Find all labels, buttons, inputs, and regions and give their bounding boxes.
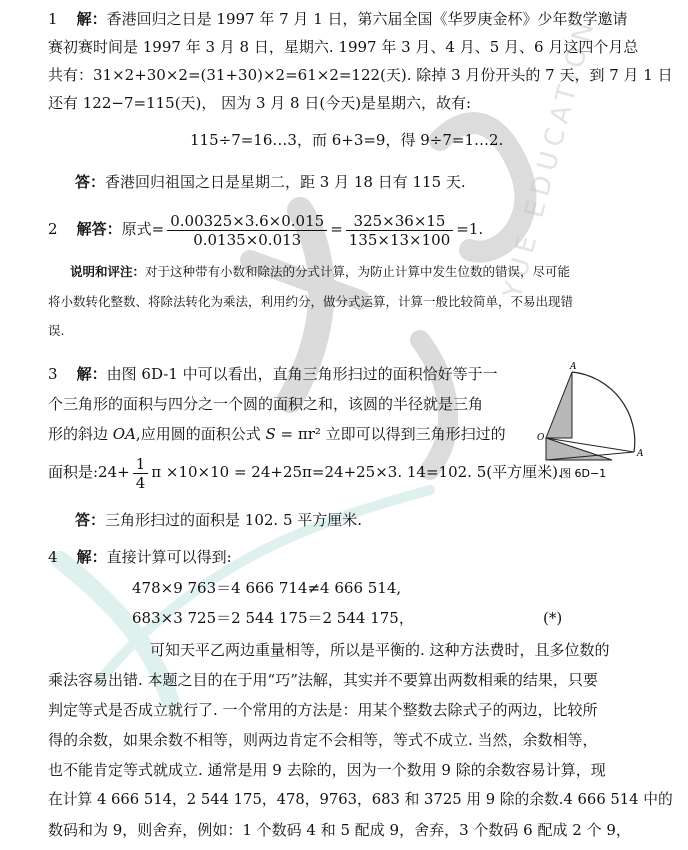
p2-pre: 原式= [121,220,165,238]
p3-fraction-den: 4 [135,473,146,492]
p1-text-4: 还有 122−7=115(天)， 因为 3 月 8 日(今天)是星期六，故有: [48,94,472,112]
p4-star: (*) [543,609,563,627]
p1-text-5: 115÷7=16…3，而 6+3=9，得 9÷7=1…2. [190,131,504,149]
p3-text-3d: S [265,425,276,443]
p1-line-1 [48,9,628,29]
p1-answer [75,172,466,192]
p3-answer-label: 答： [75,511,106,529]
p4-text-9: 在计算 4 666 514，2 544 175，478，9763，683 和 3725 用 9 除的余数.4 666 514 中的 [48,791,673,808]
p3-answer-text: 三角形扫过的面积是 102. 5 平方厘米. [105,511,363,529]
p1-label: 解： [76,10,107,28]
figure-6d-1 [536,360,648,480]
p3-text-3 [48,424,506,444]
p2-note-2: 将小数转化整数、将除法转化为乘法，利用约分，做分式运算，计算一般比较简单，不易出现错 [48,294,574,309]
p4-text-3: 683×3 725＝2 544 175＝2 544 175， [132,609,414,627]
p2-eq: = [330,220,343,238]
p3-label: 解： [76,365,107,383]
p3-line-1 [48,364,498,384]
p2-note-text-1: 对于这种带有小数和除法的分式计算，为防止计算中发生位数的错误，尽可能 [145,264,571,279]
p3-text-3c: ,应用圆的面积公式 [135,425,266,443]
p4-text-4: 可知天平乙两边重量相等，所以是平衡的. 这种方法费时，且多位数的 [150,641,610,659]
p2-fraction-2-den: 135×13×100 [348,230,451,249]
p4-text-7: 得的余数，如果余数不相等，则两边肯定不会相等，等式不成立. 当然，余数相等， [48,731,598,749]
p1-text-1: 香港回归之日是 1997 年 7 月 1 日，第六届全国《华罗庚金杯》少年数学邀请 [106,10,628,28]
p3-text-4a: 面积是:24+ [48,463,130,481]
p1-text-2: 赛初赛时间是 1997 年 3 月 8 日，星期六. 1997 年 3 月、4 月、5 月、6 月这四个月总 [48,38,639,56]
p2-fraction-2 [346,212,453,249]
p2-fraction-1 [167,212,327,249]
p4-text-8: 也不能肯定等式就成立. 通常是用 9 去除的，因为一个数用 9 除的余数容易计算，现 [48,761,606,779]
p1-answer-text: 香港回归祖国之日是星期二，距 3 月 18 日有 115 天. [105,173,466,191]
p3-text-3b: OA [112,425,136,443]
p3-answer [75,510,362,530]
p3-number: 3 [48,365,58,383]
p2-equation [48,208,483,250]
p1-text-3: 共有：31×2+30×2=(31+30)×2=61×2=122(天). 除掉 3 月份开头的 7 天，到 7 月 1 日 [48,66,673,84]
p2-post: =1. [456,220,484,238]
p3-text-4 [48,452,563,492]
p3-fraction-num: 1 [133,455,149,474]
p2-number: 2 [48,220,58,238]
p3-text-3e: = πr² 立即可以得到三角形扫过的 [275,425,506,443]
p2-fraction-1-num: 0.00325×3.6×0.015 [167,212,327,231]
p4-line-1 [48,547,232,567]
p2-label: 解答： [76,220,122,238]
p3-text-4b: π ×10×10 = 24+25π=24+25×3. 14=102. 5(平方厘米). [151,463,563,481]
p4-text-1: 直接计算可以得到: [106,548,232,566]
p3-fraction [133,455,149,492]
p2-fraction-1-den: 0.0135×0.013 [193,230,302,249]
p1-answer-label: 答： [75,173,106,191]
p3-text-2: 个三角形的面积与四分之一个圆的面积之和，该圆的半径就是三角 [48,395,484,413]
p3-text-1: 由图 6D-1 中可以看出，直角三角形扫过的面积恰好等于一 [106,365,498,383]
p4-text-10: 数码和为 9，则舍弃，例如：1 个数码 4 和 5 配成 9，舍弃，3 个数码 6 配成 2 个 9， [48,821,631,839]
figure-label-a-right: A [637,449,644,459]
p2-note-1 [70,262,570,282]
p4-text-6: 判定等式是否成立就行了. 一个常用的方法是：用某个整数去除式子的两边，比较所 [48,701,598,719]
p2-fraction-2-num: 325×36×15 [346,212,453,231]
p4-label: 解： [76,548,107,566]
p3-text-3a: 形的斜边 [48,425,113,443]
p4-text-5: 乘法容易出错. 本题之目的在于用“巧”法解，其实并不要算出两数相乘的结果，只要 [48,671,598,689]
p4-number: 4 [48,548,58,566]
figure-caption: 图 6D−1 [560,467,607,480]
p4-text-2: 478×9 763＝4 666 714≠4 666 514, [132,579,402,597]
p1-number: 1 [48,10,58,28]
figure-label-o: O [537,433,545,443]
p2-note-3: 误. [48,323,65,338]
watermark-text: YUE EDUCATION [497,13,602,302]
figure-label-a-top: A [570,362,577,372]
p2-note-label: 说明和评注： [70,264,146,279]
